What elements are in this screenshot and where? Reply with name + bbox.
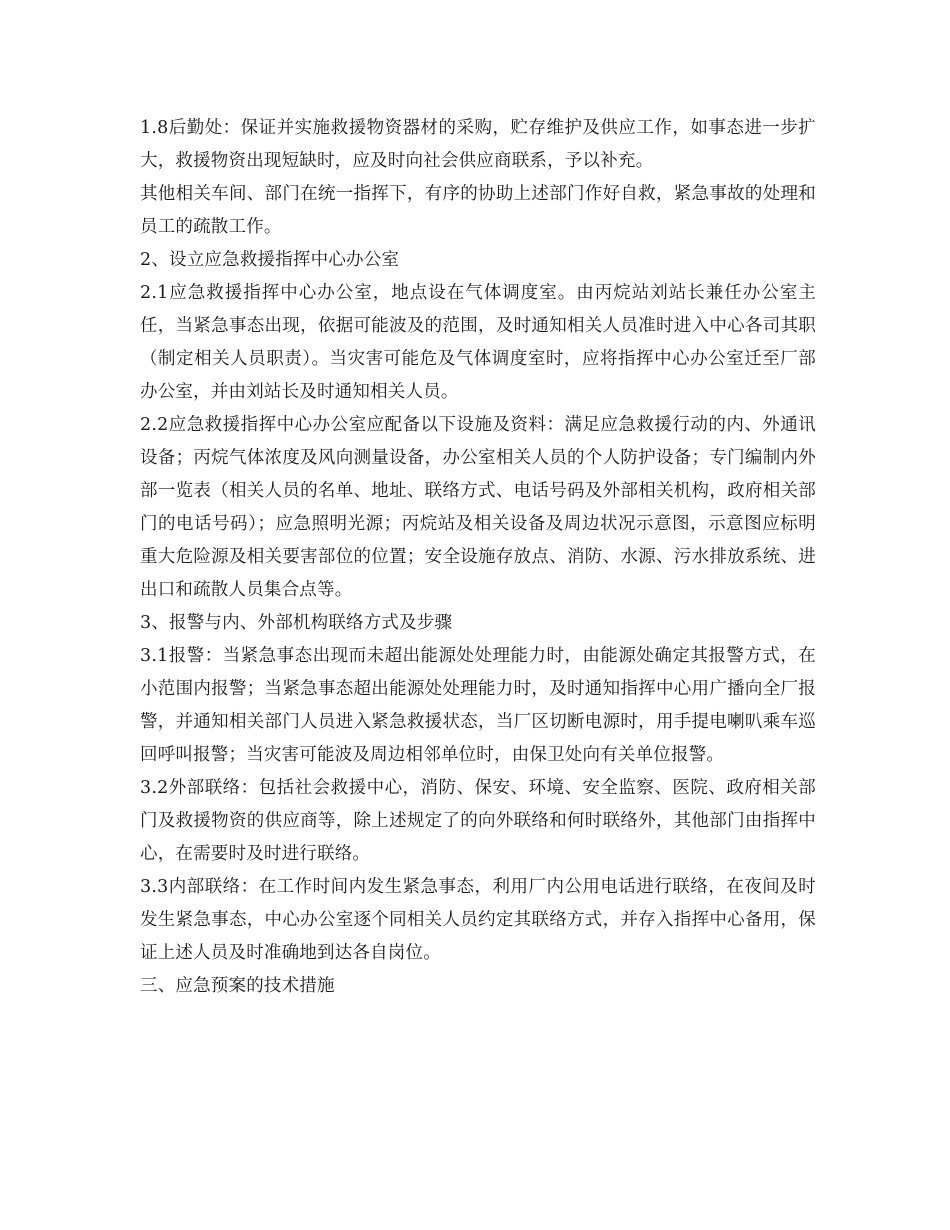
section-heading-alarm-contact: 3、报警与内、外部机构联络方式及步骤 (140, 613, 453, 633)
paragraph-alarm: 3.1报警：当紧急事态出现而未超出能源处处理能力时，由能源处确定其报警方式，在小范围内报警；当紧急事态超出能源处处理能力时，及时通知指挥中心用广播向全厂报警，并通知相关部门人员进入紧急救援状态，当厂区切断电源时，用手提电喇叭乘车巡回呼叫报警；当灾害可能波及周边相邻单位时，由保卫处向有关单位报警。 (140, 646, 816, 765)
paragraph-other-departments: 其他相关车间、部门在统一指挥下，有序的协助上述部门作好自救，紧急事故的处理和员工的疏散工作。 (140, 184, 816, 237)
paragraph-office-location: 2.1应急救援指挥中心办公室，地点设在气体调度室。由丙烷站刘站长兼任办公室主任，当紧急事态出现，依据可能波及的范围，及时通知相关人员准时进入中心各司其职（制定相关人员职责）。当灾害可能危及气体调度室时，应将指挥中心办公室迁至厂部办公室，并由刘站长及时通知相关人员。 (140, 283, 816, 402)
paragraph-logistics: 1.8后勤处：保证并实施救援物资器材的采购，贮存维护及供应工作，如事态进一步扩大，救援物资出现短缺时，应及时向社会供应商联系，予以补充。 (140, 118, 816, 171)
paragraph-internal-contact: 3.3内部联络：在工作时间内发生紧急事态，利用厂内公用电话进行联络，在夜间及时发生紧急事态，中心办公室逐个同相关人员约定其联络方式，并存入指挥中心备用，保证上述人员及时准确地到达各自岗位。 (140, 877, 816, 963)
paragraph-office-equipment: 2.2应急救援指挥中心办公室应配备以下设施及资料：满足应急救援行动的内、外通讯设备；丙烷气体浓度及风向测量设备，办公室相关人员的个人防护设备；专门编制内外部一览表（相关人员的名单、地址、联络方式、电话号码及外部相关机构，政府相关部门的电话号码）；应急照明光源；丙烷站及相关设备及周边状况示意图，示意图应标明重大危险源及相关要害部位的位置；安全设施存放点、消防、水源、污水排放系统、进出口和疏散人员集合点等。 (140, 415, 816, 600)
document-body (140, 112, 816, 1003)
section-heading-technical-measures: 三、应急预案的技术措施 (140, 976, 335, 996)
section-heading-office: 2、设立应急救援指挥中心办公室 (140, 250, 400, 270)
paragraph-external-contact: 3.2外部联络：包括社会救援中心，消防、保安、环境、安全监察、医院、政府相关部门及救援物资的供应商等，除上述规定了的向外联络和何时联络外，其他部门由指挥中心，在需要时及时进行联络。 (140, 778, 816, 864)
